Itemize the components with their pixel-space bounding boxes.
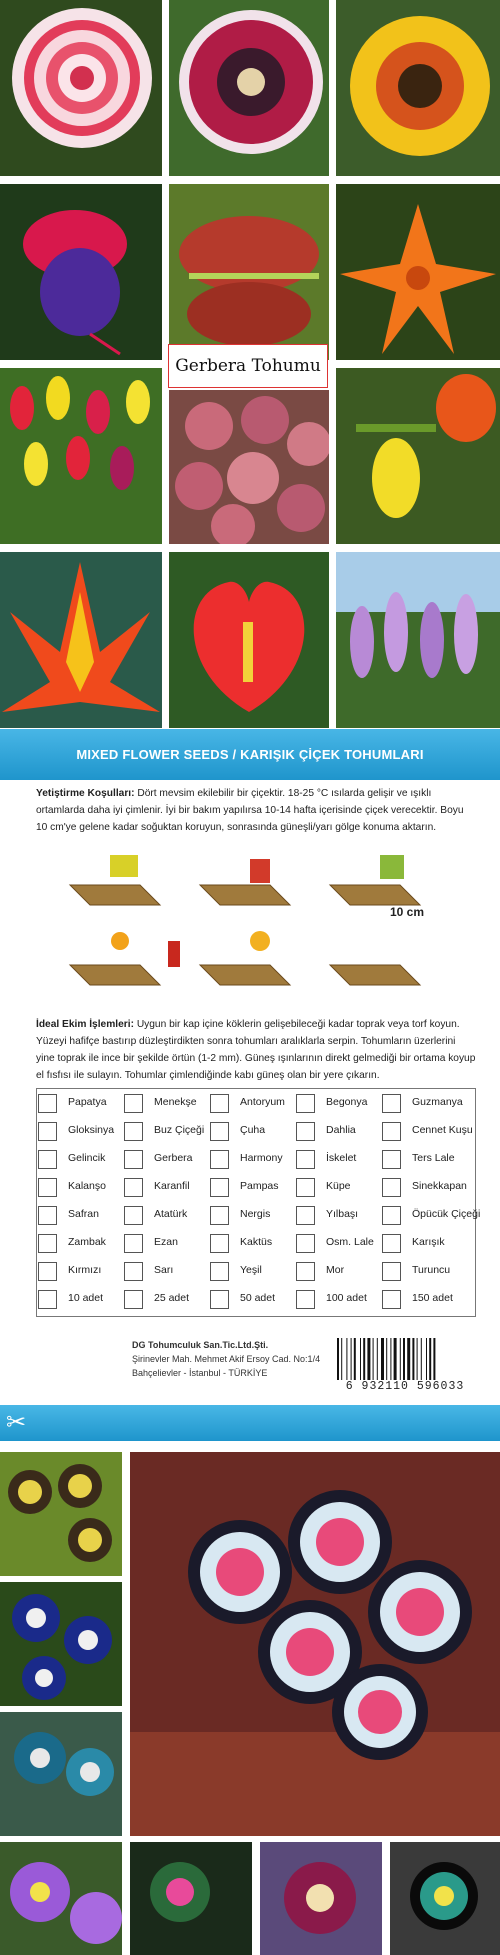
checklist-label: Turuncu bbox=[412, 1264, 451, 1276]
barcode-bar bbox=[394, 1338, 397, 1380]
checklist-label: Cennet Kuşu bbox=[412, 1124, 473, 1136]
checklist-label: Begonya bbox=[326, 1096, 368, 1108]
company-address-2: Bahçelievler - İstanbul - TÜRKİYE bbox=[132, 1368, 268, 1378]
checklist-label: Karanfil bbox=[154, 1180, 190, 1192]
barcode-bar bbox=[386, 1338, 387, 1380]
barcode-bar bbox=[337, 1338, 339, 1380]
growing-conditions bbox=[36, 785, 476, 836]
barcode-bar bbox=[381, 1338, 384, 1380]
checkbox[interactable] bbox=[382, 1150, 401, 1169]
cut-line-bar bbox=[0, 1405, 500, 1441]
checkbox[interactable] bbox=[124, 1290, 143, 1309]
checklist-label: Atatürk bbox=[154, 1208, 188, 1220]
checkbox[interactable] bbox=[296, 1262, 315, 1281]
checkbox[interactable] bbox=[124, 1234, 143, 1253]
barcode-bar bbox=[417, 1338, 418, 1380]
photo-auricula-bottom-1 bbox=[0, 1842, 122, 1955]
checklist-label: Safran bbox=[68, 1208, 99, 1220]
checklist-label: Karışık bbox=[412, 1236, 445, 1248]
checklist-label: Yeşil bbox=[240, 1264, 262, 1276]
checklist-label: Öpücük Çiçeği bbox=[412, 1208, 481, 1220]
photo-dahlia bbox=[336, 0, 500, 176]
photo-crown-imperial bbox=[336, 368, 500, 544]
checkbox[interactable] bbox=[124, 1150, 143, 1169]
barcode-bar bbox=[429, 1338, 431, 1380]
barcode-bar bbox=[426, 1338, 427, 1380]
checklist-label: Gerbera bbox=[154, 1152, 193, 1164]
photo-gloxinia bbox=[169, 0, 329, 176]
checkbox[interactable] bbox=[210, 1150, 229, 1169]
photo-auricula-small-3 bbox=[0, 1712, 122, 1836]
checkbox[interactable] bbox=[38, 1262, 57, 1281]
barcode-bar bbox=[367, 1338, 370, 1380]
checkbox[interactable] bbox=[382, 1290, 401, 1309]
checklist-label: Sinekkapan bbox=[412, 1180, 467, 1192]
barcode-bar bbox=[351, 1338, 352, 1380]
checkbox[interactable] bbox=[38, 1290, 57, 1309]
photo-venus-flytrap bbox=[169, 184, 329, 360]
checkbox[interactable] bbox=[296, 1290, 315, 1309]
photo-fuchsia bbox=[0, 184, 162, 360]
photo-auricula-bottom-3 bbox=[260, 1842, 382, 1955]
packet-banner bbox=[0, 729, 500, 780]
scissors-icon: ✂ bbox=[6, 1409, 27, 1436]
banner-title: MIXED FLOWER SEEDS / KARIŞIK ÇİÇEK TOHUMLARI bbox=[76, 747, 424, 762]
checkbox[interactable] bbox=[210, 1178, 229, 1197]
checkbox[interactable] bbox=[38, 1150, 57, 1169]
checkbox[interactable] bbox=[124, 1206, 143, 1225]
barcode-bar bbox=[421, 1338, 422, 1380]
checkbox[interactable] bbox=[382, 1206, 401, 1225]
checklist-label: Dahlia bbox=[326, 1124, 356, 1136]
seed-name-label: Gerbera Tohumu bbox=[168, 344, 328, 388]
checkbox[interactable] bbox=[38, 1122, 57, 1141]
checkbox[interactable] bbox=[124, 1122, 143, 1141]
checklist-label: Mor bbox=[326, 1264, 345, 1276]
photo-auricula-bottom-2 bbox=[130, 1842, 252, 1955]
photo-auricula-small-1 bbox=[0, 1452, 122, 1576]
checkbox[interactable] bbox=[124, 1262, 143, 1281]
checklist-label: Kırmızı bbox=[68, 1264, 102, 1276]
photo-lily bbox=[336, 184, 500, 360]
barcode-bar bbox=[400, 1338, 401, 1380]
checkbox[interactable] bbox=[296, 1122, 315, 1141]
planting-procedure bbox=[36, 1016, 476, 1084]
checklist-label: Kalanşo bbox=[68, 1180, 106, 1192]
barcode-bar bbox=[363, 1338, 365, 1380]
checkbox[interactable] bbox=[124, 1178, 143, 1197]
checkbox[interactable] bbox=[296, 1094, 315, 1113]
checklist-label: 25 adet bbox=[154, 1292, 190, 1304]
checklist-label: Gloksinya bbox=[68, 1124, 115, 1136]
barcode-bar bbox=[341, 1338, 342, 1380]
checkbox[interactable] bbox=[382, 1262, 401, 1281]
photo-pampas-grass bbox=[336, 552, 500, 728]
company-address-1: Şirinevler Mah. Mehmet Akif Ersoy Cad. No:1/4 bbox=[132, 1354, 321, 1364]
barcode-bar bbox=[433, 1338, 435, 1380]
checklist-label: Pampas bbox=[240, 1180, 279, 1192]
checkbox[interactable] bbox=[38, 1178, 57, 1197]
checklist-label: Kaktüs bbox=[240, 1236, 273, 1248]
checkbox[interactable] bbox=[382, 1094, 401, 1113]
checkbox[interactable] bbox=[210, 1094, 229, 1113]
photo-auricula-small-2 bbox=[0, 1582, 122, 1706]
checklist-label: Nergis bbox=[240, 1208, 271, 1220]
photo-auricula-large bbox=[130, 1452, 500, 1836]
photo-tulips bbox=[0, 368, 162, 544]
checkbox[interactable] bbox=[210, 1206, 229, 1225]
photo-guzmania bbox=[0, 552, 162, 728]
checkbox[interactable] bbox=[296, 1206, 315, 1225]
checklist-label: Papatya bbox=[68, 1096, 107, 1108]
planting-body: Uygun bir kap içine köklerin gelişebileceği kadar toprak veya torf koyun. Yüzeyi hafifçe bastırıp düzleştirdikten sonra tohumları aralıklarla serpin. Tohumların üzerlerini yine toprak ile ince bir şekilde örtün (1-2 mm). Güneş ışınlarının direkt gelmediği bir ortama koyup el fısfısı ile sulayın. Tohumlar çimlendiğinde kabı güneş olan bir yere çıkarın. bbox=[36, 1019, 476, 1081]
growing-body: Dört mevsim ekilebilir bir çiçektir. 18-25 °C ısılarda gelişir ve ışıklı ortamlarda daha iyi çimlenir. İyi bir bakım yapılırsa 10-14 hafta içerisinde çiçek verecektir. Boyu 10 cm'ye gelene kadar soğuktan koruyun, sonrasında güneşli/yarı gölge konuma aktarın. bbox=[36, 788, 464, 833]
checklist-label: Menekşe bbox=[154, 1096, 197, 1108]
checkbox[interactable] bbox=[38, 1094, 57, 1113]
checklist-label: Küpe bbox=[326, 1180, 351, 1192]
checklist-label: Guzmanya bbox=[412, 1096, 463, 1108]
checkbox[interactable] bbox=[296, 1178, 315, 1197]
barcode-bar bbox=[403, 1338, 405, 1380]
checklist-label: Ters Lale bbox=[412, 1152, 455, 1164]
checkbox[interactable] bbox=[210, 1234, 229, 1253]
barcode-bar bbox=[407, 1338, 410, 1380]
barcode-number: 6 932110 596033 bbox=[345, 1380, 465, 1393]
checklist-label: 10 adet bbox=[68, 1292, 104, 1304]
checklist-label: 50 adet bbox=[240, 1292, 276, 1304]
checkbox[interactable] bbox=[296, 1150, 315, 1169]
photo-begonia bbox=[0, 0, 162, 176]
checklist-label: Osm. Lale bbox=[326, 1236, 374, 1248]
checklist-label: 150 adet bbox=[412, 1292, 453, 1304]
growing-heading: Yetiştirme Koşulları: bbox=[36, 788, 135, 799]
barcode-bar bbox=[377, 1338, 378, 1380]
checklist-label: İskelet bbox=[326, 1152, 357, 1164]
photo-anthurium bbox=[169, 552, 329, 728]
barcode-bar bbox=[354, 1338, 356, 1380]
checkbox[interactable] bbox=[210, 1122, 229, 1141]
checklist-label: Zambak bbox=[68, 1236, 106, 1248]
checkbox[interactable] bbox=[210, 1290, 229, 1309]
planting-steps-illustration bbox=[60, 845, 460, 1015]
photo-lithops bbox=[169, 390, 329, 544]
checkbox[interactable] bbox=[382, 1122, 401, 1141]
checklist-label: Gelincik bbox=[68, 1152, 106, 1164]
barcode-bar bbox=[346, 1338, 347, 1380]
barcode-bar bbox=[373, 1338, 374, 1380]
barcode-bar bbox=[360, 1338, 361, 1380]
checkbox[interactable] bbox=[38, 1206, 57, 1225]
photo-auricula-bottom-4 bbox=[390, 1842, 500, 1955]
checklist-label: Harmony bbox=[240, 1152, 283, 1164]
company-name: DG Tohumculuk San.Tic.Ltd.Şti. bbox=[132, 1340, 269, 1350]
checkbox[interactable] bbox=[210, 1262, 229, 1281]
checkbox[interactable] bbox=[296, 1234, 315, 1253]
checklist-label: Ezan bbox=[154, 1236, 178, 1248]
checklist-label: Yılbaşı bbox=[326, 1208, 359, 1220]
measure-label: 10 cm bbox=[390, 905, 425, 919]
checkbox[interactable] bbox=[38, 1234, 57, 1253]
checklist-label: Antoryum bbox=[240, 1096, 285, 1108]
barcode bbox=[335, 1338, 470, 1380]
planting-heading: İdeal Ekim İşlemleri: bbox=[36, 1019, 134, 1030]
checklist-label: Sarı bbox=[154, 1264, 174, 1276]
barcode-bar bbox=[390, 1338, 391, 1380]
company-info bbox=[132, 1338, 332, 1380]
checklist-label: 100 adet bbox=[326, 1292, 367, 1304]
checklist-label: Çuha bbox=[240, 1124, 266, 1136]
checklist-label: Buz Çiçeği bbox=[154, 1124, 205, 1136]
checkbox[interactable] bbox=[382, 1178, 401, 1197]
checkbox[interactable] bbox=[382, 1234, 401, 1253]
variety-checklist bbox=[36, 1088, 476, 1317]
barcode-bar bbox=[412, 1338, 414, 1380]
checkbox[interactable] bbox=[124, 1094, 143, 1113]
